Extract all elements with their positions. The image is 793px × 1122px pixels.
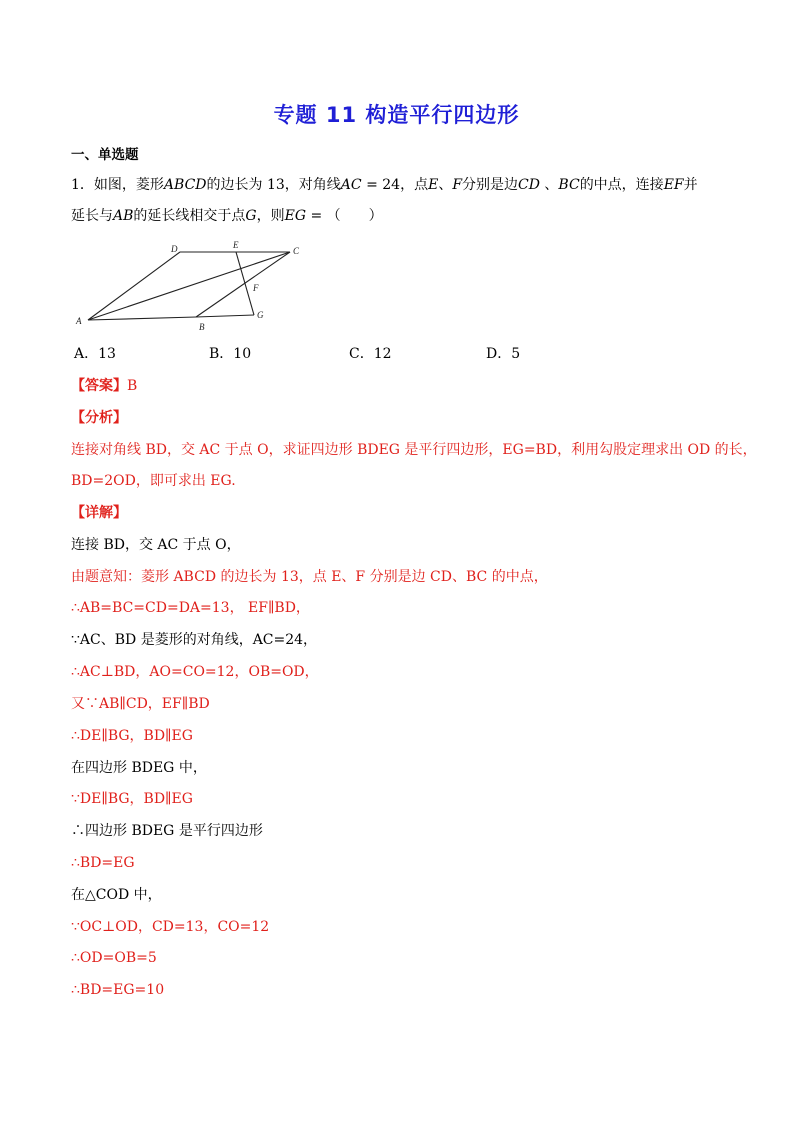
detail-line-3: ∴AB=BC=CD=DA=13， EF∥BD， [71, 600, 310, 616]
detail-line-15: ∴BD=EG=10 [71, 982, 165, 998]
side-bc [196, 252, 290, 317]
rhombus-figure [70, 236, 310, 336]
question-line-2: 延长与AB的延长线相交于点G，则EG = （ ） [71, 208, 383, 224]
detail-line-14: ∴OD=OB=5 [71, 950, 157, 966]
detail-line-11: ∴BD=EG [71, 855, 135, 871]
detail-line-7: ∴DE∥BG，BD∥EG [71, 728, 193, 744]
side-ad [88, 252, 180, 320]
question-line-1: 1．如图，菱形ABCD的边长为 13，对角线AC = 24，点E、F分别是边CD 、BC的中点，连接EF并 [71, 177, 698, 193]
label-f: F [253, 283, 259, 293]
option-d: D．5 [486, 346, 521, 362]
page-title: 专题 11 构造平行四边形 [273, 103, 520, 127]
detail-line-4: ∵AC、BD 是菱形的对角线，AC=24， [71, 632, 318, 648]
detail-line-1: 连接 BD，交 AC 于点 O， [71, 537, 241, 553]
label-c: C [293, 246, 300, 256]
side-bg [196, 315, 254, 317]
label-b: B [199, 322, 205, 332]
answer-tag: 【答案】 [71, 378, 127, 394]
answer-value: B [127, 378, 138, 394]
detail-line-13: ∵OC⊥OD，CD=13，CO=12 [71, 919, 270, 935]
analysis-tag: 【分析】 [71, 410, 127, 426]
analysis-line-2: BD=2OD，即可求出 EG. [71, 473, 236, 489]
label-e: E [233, 240, 239, 250]
label-d: D [171, 244, 178, 254]
detail-tag: 【详解】 [71, 505, 127, 521]
option-c: C．12 [349, 346, 392, 362]
detail-line-6: 又∵AB∥CD，EF∥BD [71, 696, 210, 712]
analysis-line-1: 连接对角线 BD，交 AC 于点 O，求证四边形 BDEG 是平行四边形，EG=BD，利用勾股定理求出 OD 的长， [71, 442, 757, 458]
section-heading: 一、单选题 [71, 147, 139, 163]
label-g: G [257, 310, 264, 320]
detail-line-12: 在△COD 中， [71, 887, 162, 903]
segment-eg [236, 252, 254, 315]
detail-line-5: ∴AC⊥BD，AO=CO=12，OB=OD， [71, 664, 319, 680]
question-number: 1． [71, 177, 94, 193]
side-ab [88, 317, 196, 320]
option-a: A．13 [74, 346, 116, 362]
detail-line-2: 由题意知：菱形 ABCD 的边长为 13，点 E、F 分别是边 CD、BC 的中点， [71, 569, 548, 585]
label-a: A [76, 316, 82, 326]
detail-line-10: ∴四边形 BDEG 是平行四边形 [71, 823, 263, 839]
detail-line-8: 在四边形 BDEG 中， [71, 760, 207, 776]
detail-line-9: ∵DE∥BG，BD∥EG [71, 791, 193, 807]
option-b: B．10 [209, 346, 252, 362]
answer-line [71, 376, 137, 396]
